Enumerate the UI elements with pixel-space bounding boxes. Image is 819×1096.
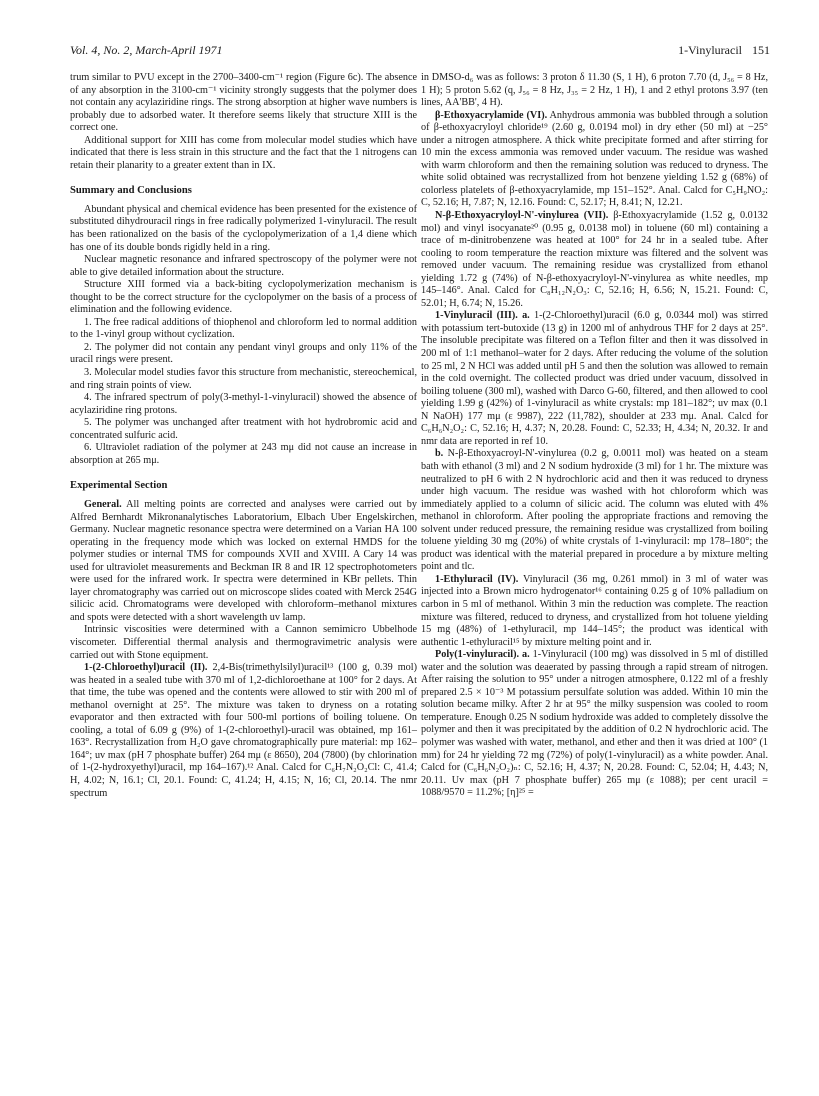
page-number: 151 <box>752 43 770 57</box>
right-column <box>421 72 768 800</box>
paragraph-vinyluracil-b <box>421 448 768 573</box>
vinylurea-text: β-Ethoxyacrylamide (1.52 g, 0.0132 mol) and vinyl isocyanate²⁰ (0.95 g, 0.0138 mol) in toluene (60 ml) containing a trace of m-dinitrobenzene was heated at 100° for 24 hr in a sealed tube. After cooling to room temperature the reaction mixture was filtered and the solvent was removed under vacuum. The remaining residue was crystallized from ethanol yielding 1.72 g (74%) of N-β-ethoxyacryloyl-N'-vinylurea as white needles, mp 145–146°. Anal. Calcd for C₈H₁₂N₂O₃: C, 52.16; H, 6.56; N, 15.21. Found: C, 52.01; H, 6.74; N, 15.26. <box>421 210 768 309</box>
paragraph-summary-2: Nuclear magnetic resonance and infrared spectroscopy of the polymer were not able to give detailed information about the structure. <box>70 254 417 278</box>
polyvinyluracil-text: 1-Vinyluracil (100 mg) was dissolved in 5 ml of distilled water and the solution was deaerated by passing through a rapid stream of nitrogen. After raising the solution to 95° under a nitrogen atmosphere, 0.122 ml of a freshly prepared 2.5 × 10⁻³ M potassium persulfate solution was added. Within 10 min the solution became milky. After 2 hr at 95° the milky suspension was cooled to room temperature. Enough 0.25 N sodium hydroxide was added to completely dissolve the polymer and then it was precipitated by the addition of 0.2 N hydrochloric acid. The polymer was washed with water, methanol, and ether and then it was dried at 100° (1 mm) for 24 hr yielding 72 mg (72%) of poly(1-vinyluracil) as a white powder. Anal. Calcd for (C₆H₆N₂O₂)ₙ: C, 52.16; H, 4.37; N, 20.28. Found: C, 52.04; H, 4.43; N, 20.11. Uv max (pH 7 phosphate buffer) 265 mμ (ε 1088); per cent uracil = 1088/9570 = 11.2%; [η]²⁵ = <box>421 649 768 799</box>
ethyluracil-text: Vinyluracil (36 mg, 0.261 mmol) in 3 ml of water was injected into a Brown micro hydrogenator¹⁶ containing 0.25 g of 10% palladium on carbon in 5 ml of methanol. Within 3 min the reduction was complete. The reaction mixture was filtered, reduced to dryness, and crystallized from hot toluene yielding 15 mg (48%) of 1-ethyluracil, mp 144–145°; the product was identical with authentic 1-ethyluracil¹⁵ by mixture melting point and ir. <box>421 573 768 648</box>
chloroethyluracil-text: 2,4-Bis(trimethylsilyl)uracil¹³ (100 g, 0.39 mol) was heated in a sealed tube with 370 ml of 1,2-dichloroethane at 100° for 2 days. At that time, the tube was opened and the contents were allowed to stir with 200 ml of methanol overnight at 25°. The mixture was taken to dryness on a rotating evaporator and then extracted with four 500-ml portions of boiling toluene. On cooling, a total of 6.09 g (9%) of 1-(2-chloroethyl)-uracil was obtained, mp 161–163°. Recrystallization from H₂O gave chromatographically pure material: mp 162–164°; uv max (pH 7 phosphate buffer) 264 mμ (ε 8650), 204 (7800) (by chlorination of 1-(2-hydroxyethyl)uracil, mp 164–167).¹² Anal. Calcd for C₆H₇N₂O₂Cl: C, 41.4; H, 4.02; N, 16.1; Cl, 20.1. Found: C, 41.24; H, 4.15; N, 16; Cl, 20.14. The nmr spectrum <box>70 662 417 799</box>
paragraph-ethyluracil <box>421 574 768 649</box>
evidence-item-2: 2. The polymer did not contain any pendant vinyl groups and only 11% of the uracil rings were present. <box>70 341 417 366</box>
run-in-heading-chloroethyluracil: 1-(2-Chloroethyl)uracil (II). <box>84 662 208 674</box>
paragraph-summary-3: Structure XIII formed via a back-biting cyclopolymerization mechanism is thought to be the correct structure for the cyclopolymer on the basis of a process of elimination and the following evidence. <box>70 279 417 316</box>
vinyluracil-b-text: N-β-Ethoxyacroyl-N'-vinylurea (0.2 g, 0.0011 mol) was heated on a steam bath with ethanol (3 ml) and 2 N sodium hydroxide (3 ml) for 1 hr. The mixture was neutralized to pH 6 with 2 N hydrochloric acid and then it was reduced to dryness under high vacuum. The residue was washed with hot chloroform which was immediately applied to a column of silicic acid. The column was eluted with 4% methanol in chloroform. After pooling the appropriate fractions and removing the solvent under reduced pressure, the remaining residue was crystallized from boiling toluene yielding 30 mg (20%) of white crystals of 1-vinyluracil: mp 178–180°; the product was identical with the material prepared in procedure a by mixture melting point and tlc. <box>421 448 768 573</box>
section-heading-experimental: Experimental Section <box>70 480 168 492</box>
running-title-and-page <box>678 43 770 58</box>
paragraph-model-support: Additional support for XIII has come from molecular model studies which have indicated that there is less strain in this structure and the fact that the 1 nitrogens can retain their planarity to a greater extent than in IX. <box>70 134 417 171</box>
run-in-heading-polyvinyluracil: Poly(1-vinyluracil). a. <box>435 649 530 661</box>
paragraph-viscosity: Intrinsic viscosities were determined with a Cannon semimicro Ubbelhode viscometer. Differential thermal analysis and thermogravimetric analysis were carried out with Stone equipment. <box>70 624 417 661</box>
paragraph-vinyluracil-a <box>421 310 768 448</box>
run-in-heading-ethoxyacrylamide: β-Ethoxyacrylamide (VI). <box>435 109 548 121</box>
paragraph-summary-1: Abundant physical and chemical evidence has been presented for the existence of substituted dihydrouracil rings in free radically polymerized 1-vinyluracil. The result has been rationalized on the basis of the cyclopolymerization of a 1,4 diene which has one of its double bonds rigidly held in a ring. <box>70 203 417 253</box>
running-head <box>70 43 770 59</box>
evidence-item-4: 4. The infrared spectrum of poly(3-methyl-1-vinyluracil) showed the absence of acylaziridine ring protons. <box>70 392 417 416</box>
evidence-item-6: 6. Ultraviolet radiation of the polymer at 243 mμ did not cause an increase in absorption at 265 mμ. <box>70 442 417 466</box>
paragraph-nmr-continued: in DMSO-d₆ was as follows: 3 proton δ 11.30 (S, 1 H), 6 proton 7.70 (d, J₅₆ = 8 Hz, 1 H); 5 proton 5.62 (q, J₅₆ = 8 Hz, J₃₅ = 2 Hz, 1 H), 1 and 2 ethyl protons 3.97 (ten lines, AA'BB', 4 H). <box>421 72 768 109</box>
paragraph-polyvinyluracil <box>421 649 768 800</box>
vinyluracil-a-text: 1-(2-Chloroethyl)uracil (6.0 g, 0.0344 mol) was stirred with potassium tert-butoxide (13 g) in 1200 ml of anhydrous THF for 2 days at 25°. The insoluble precipitate was filtered on a Teflon filter and then it was dissolved in 200 ml of 1:1 methanol–water for 2 days. After reducing the volume of the solution to 25 ml, 2 N HCl was added until pH 5 and then the solution was allowed to remain in the cold overnight. The collected product was dried under vacuum, dissolved in boiling toluene (300 ml), washed with Darco G-60, filtered, and then allowed to cool yielding 1.99 g (42%) of 1-vinyluracil as white crystals: mp 181–182°; uv max (0.1 N NaOH) 177 mμ (ε 9987), 222 (11,782), shoulder at 233 mμ. Anal. Calcd for C₆H₆N₂O₂: C, 52.16; H, 4.37; N, 20.28. Found: C, 52.33; H, 4.34; N, 20.32. Ir and nmr data are reported in ref 10. <box>421 310 768 447</box>
paragraph-vinylurea <box>421 210 768 310</box>
running-title: 1-Vinyluracil <box>678 43 742 57</box>
run-in-heading-vinylurea: N-β-Ethoxyacryloyl-N'-vinylurea (VII). <box>435 210 609 222</box>
ethoxyacrylamide-text: Anhydrous ammonia was bubbled through a solution of β-ethoxyacryloyl chloride¹⁹ (2.60 g, 0.0194 mol) in dry ether (50 ml) at −25° under a nitrogen atmosphere. A thick white precipitate formed and after stirring for 10 min the excess ammonia was removed under vacuum. The residue was washed with warm chloroform and then the remaining solution was reduced to dryness. The white solid obtained was recrystallized from hot benzene yielding 1.52 g (68%) of colorless platelets of β-ethoxyacrylamide, mp 151–152°. Anal. Calcd for C₅H₉NO₂: C, 52.16; H, 7.87; N, 12.16. Found: C, 52.17; H, 8.41; N, 12.21. <box>421 109 768 209</box>
left-column <box>70 72 417 800</box>
section-heading-summary: Summary and Conclusions <box>70 185 192 197</box>
run-in-heading-procedure-b: b. <box>435 448 444 460</box>
paragraph-chloroethyluracil <box>70 662 417 800</box>
run-in-heading-general: General. <box>84 498 122 510</box>
run-in-heading-vinyluracil: 1-Vinyluracil (III). a. <box>435 310 530 322</box>
evidence-item-3: 3. Molecular model studies favor this structure from mechanistic, stereochemical, and ring strain points of view. <box>70 367 417 391</box>
general-text: All melting points are corrected and analyses were carried out by Alfred Bernhardt Mikronanalytisches Laboratorium, Elbach Uber Engelskirchen, Germany. Nuclear magnetic resonance spectra were determined on a Varian HA 100 operating in the frequency mode which was locked on external HMDS for the polymer studies or internal TMS for compounds XVII and XVIII. A Cary 14 was used for ultraviolet measurements and Beckman IR 8 and IR 12 spectrophotometers were used for the infrared work. Ir spectra were determined in KBr pellets. Thin layer chromatography was carried out on microscope slides coated with Merck 254G silicic acid. Chromatograms were developed with chloroform–methanol mixtures and spots were detected with a short wavelength uv lamp. <box>70 498 417 623</box>
paragraph-general <box>70 499 417 624</box>
paragraph-ethoxyacrylamide <box>421 110 768 210</box>
run-in-heading-ethyluracil: 1-Ethyluracil (IV). <box>435 573 519 585</box>
evidence-item-1: 1. The free radical additions of thiophenol and chloroform led to normal addition to the 1-vinyl group without cyclization. <box>70 316 417 341</box>
paragraph-ir-discussion: trum similar to PVU except in the 2700–3400-cm⁻¹ region (Figure 6c). The absence of any absorption in the 3100-cm⁻¹ vicinity strongly suggests that the polymer does not contain any acylaziridine rings. The strong absorption at higher wave numbers is probably due to adsorbed water. It therefore seems likely that structure XIII is the correct one. <box>70 72 417 134</box>
journal-issue: Vol. 4, No. 2, March-April 1971 <box>70 43 223 57</box>
evidence-item-5: 5. The polymer was unchanged after treatment with hot hydrobromic acid and concentrated sulfuric acid. <box>70 417 417 441</box>
